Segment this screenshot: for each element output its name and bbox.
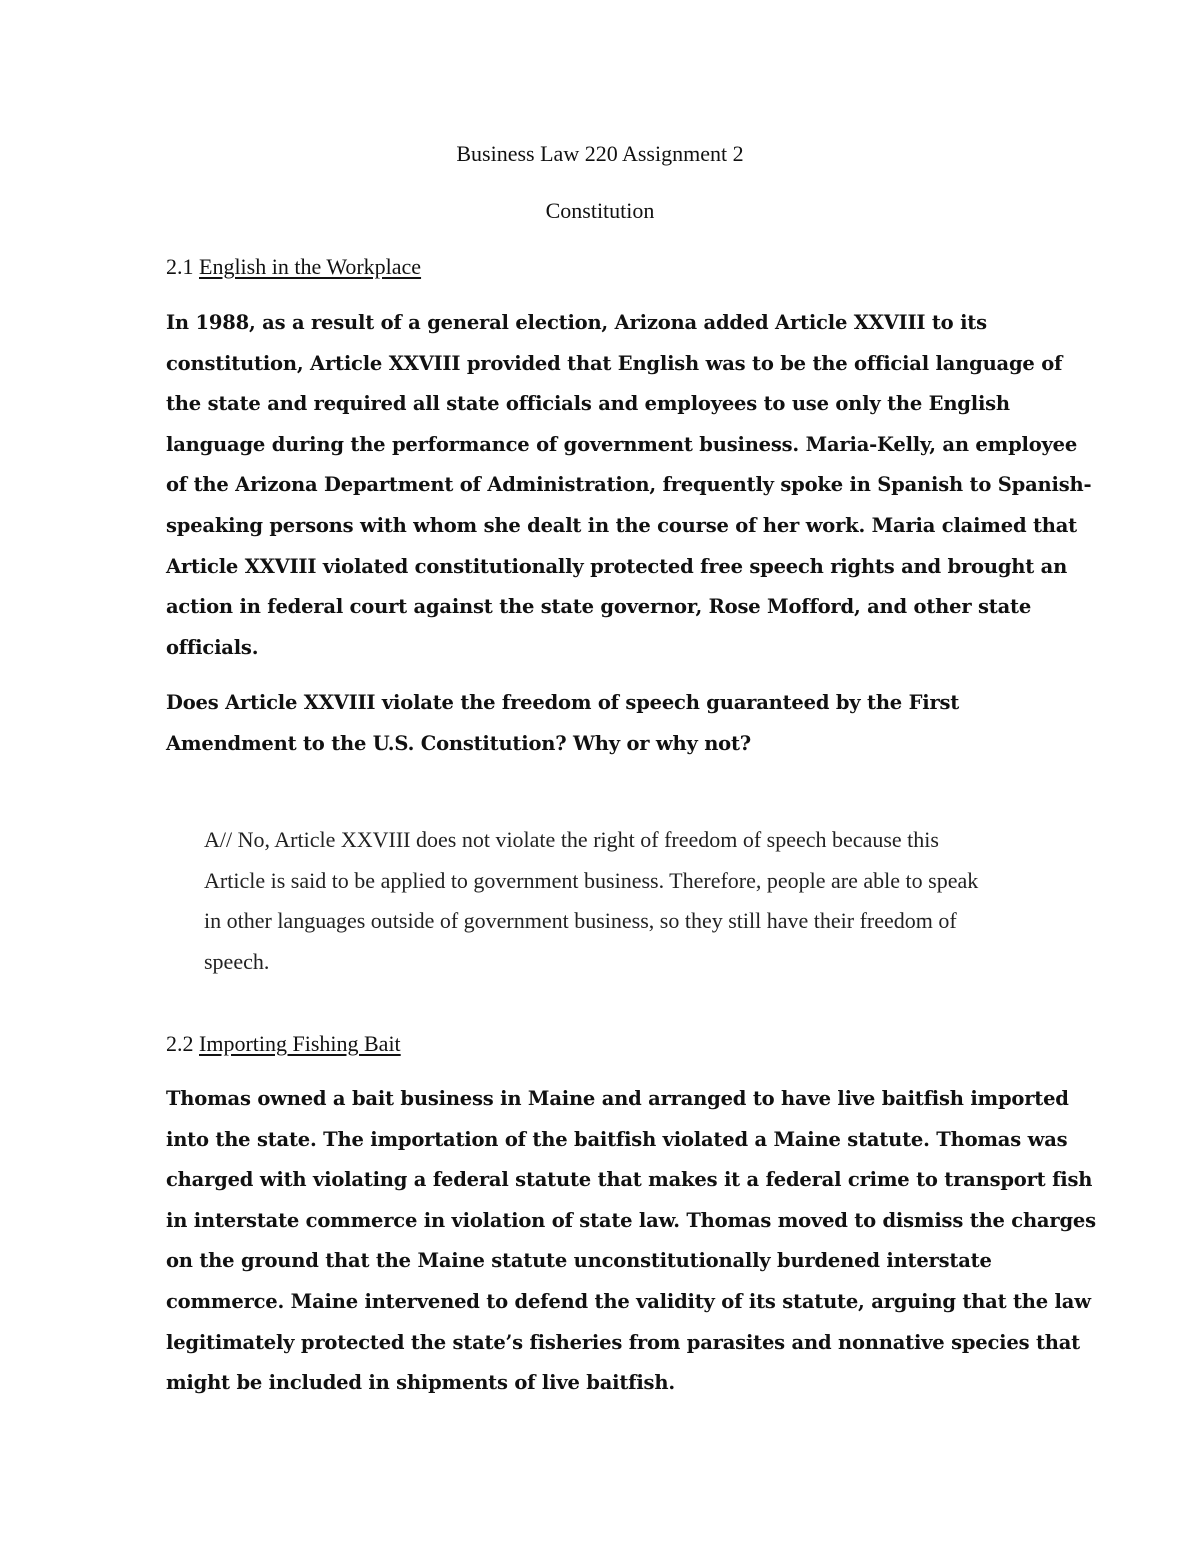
section-title: English in the Workplace	[199, 254, 422, 279]
body-line: into the state. The importation of the baitfish violated a Maine statute. Thomas was	[166, 1127, 1068, 1151]
body-line: legitimately protected the state’s fisheries from parasites and nonnative species that	[166, 1330, 1080, 1354]
answer-line: Article is said to be applied to government business. Therefore, people are able to speak	[204, 867, 979, 893]
section-2-1-answer	[204, 820, 1084, 982]
document-title: Business Law 220 Assignment 2	[456, 141, 744, 166]
body-line: action in federal court against the state governor, Rose Mofford, and other state	[166, 595, 1032, 619]
body-line: Thomas owned a bait business in Maine and arranged to have live baitfish imported	[166, 1087, 1069, 1110]
body-line: in interstate commerce in violation of state law. Thomas moved to dismiss the charges	[166, 1208, 1096, 1232]
body-line: language during the performance of government business. Maria-Kelly, an employee	[166, 432, 1078, 456]
section-2-2-body	[166, 1079, 1096, 1404]
body-line: speaking persons with whom she dealt in the course of her work. Maria claimed that	[166, 513, 1077, 537]
answer-line: in other languages outside of government business, so they still have their freedom of	[204, 908, 957, 934]
section-number: 2.2	[166, 1031, 194, 1056]
question-line: Does Article XXVIII violate the freedom of speech guaranteed by the First	[166, 691, 960, 714]
section-number: 2.1	[166, 254, 194, 279]
body-line: on the ground that the Maine statute unconstitutionally burdened interstate	[166, 1249, 992, 1273]
body-line: might be included in shipments of live baitfish.	[166, 1371, 675, 1395]
body-line: charged with violating a federal statute that makes it a federal crime to transport fish	[166, 1168, 1093, 1192]
section-heading-2-1	[166, 254, 421, 280]
question-line: Amendment to the U.S. Constitution? Why or why not?	[166, 731, 752, 755]
body-line: constitution, Article XXVIII provided that English was to be the official language of	[166, 351, 1063, 375]
body-line: officials.	[166, 635, 259, 659]
section-heading-2-2	[166, 1031, 401, 1057]
answer-line: speech.	[204, 948, 270, 974]
body-line: In 1988, as a result of a general election, Arizona added Article XXVIII to its	[166, 311, 987, 334]
answer-line: A// No, Article XXVIII does not violate the right of freedom of speech because this	[204, 827, 939, 852]
section-title: Importing Fishing Bait	[199, 1031, 401, 1056]
body-line: commerce. Maine intervened to defend the validity of its statute, arguing that the law	[166, 1289, 1091, 1313]
section-2-1-body	[166, 303, 1092, 668]
body-line: the state and required all state officials and employees to use only the English	[166, 392, 1010, 416]
section-2-1-question	[166, 683, 1046, 764]
body-line: of the Arizona Department of Administration, frequently spoke in Spanish to Spanish-	[166, 473, 1092, 497]
body-line: Article XXVIII violated constitutionally protected free speech rights and brought an	[166, 554, 1068, 578]
document-subtitle: Constitution	[545, 198, 655, 223]
